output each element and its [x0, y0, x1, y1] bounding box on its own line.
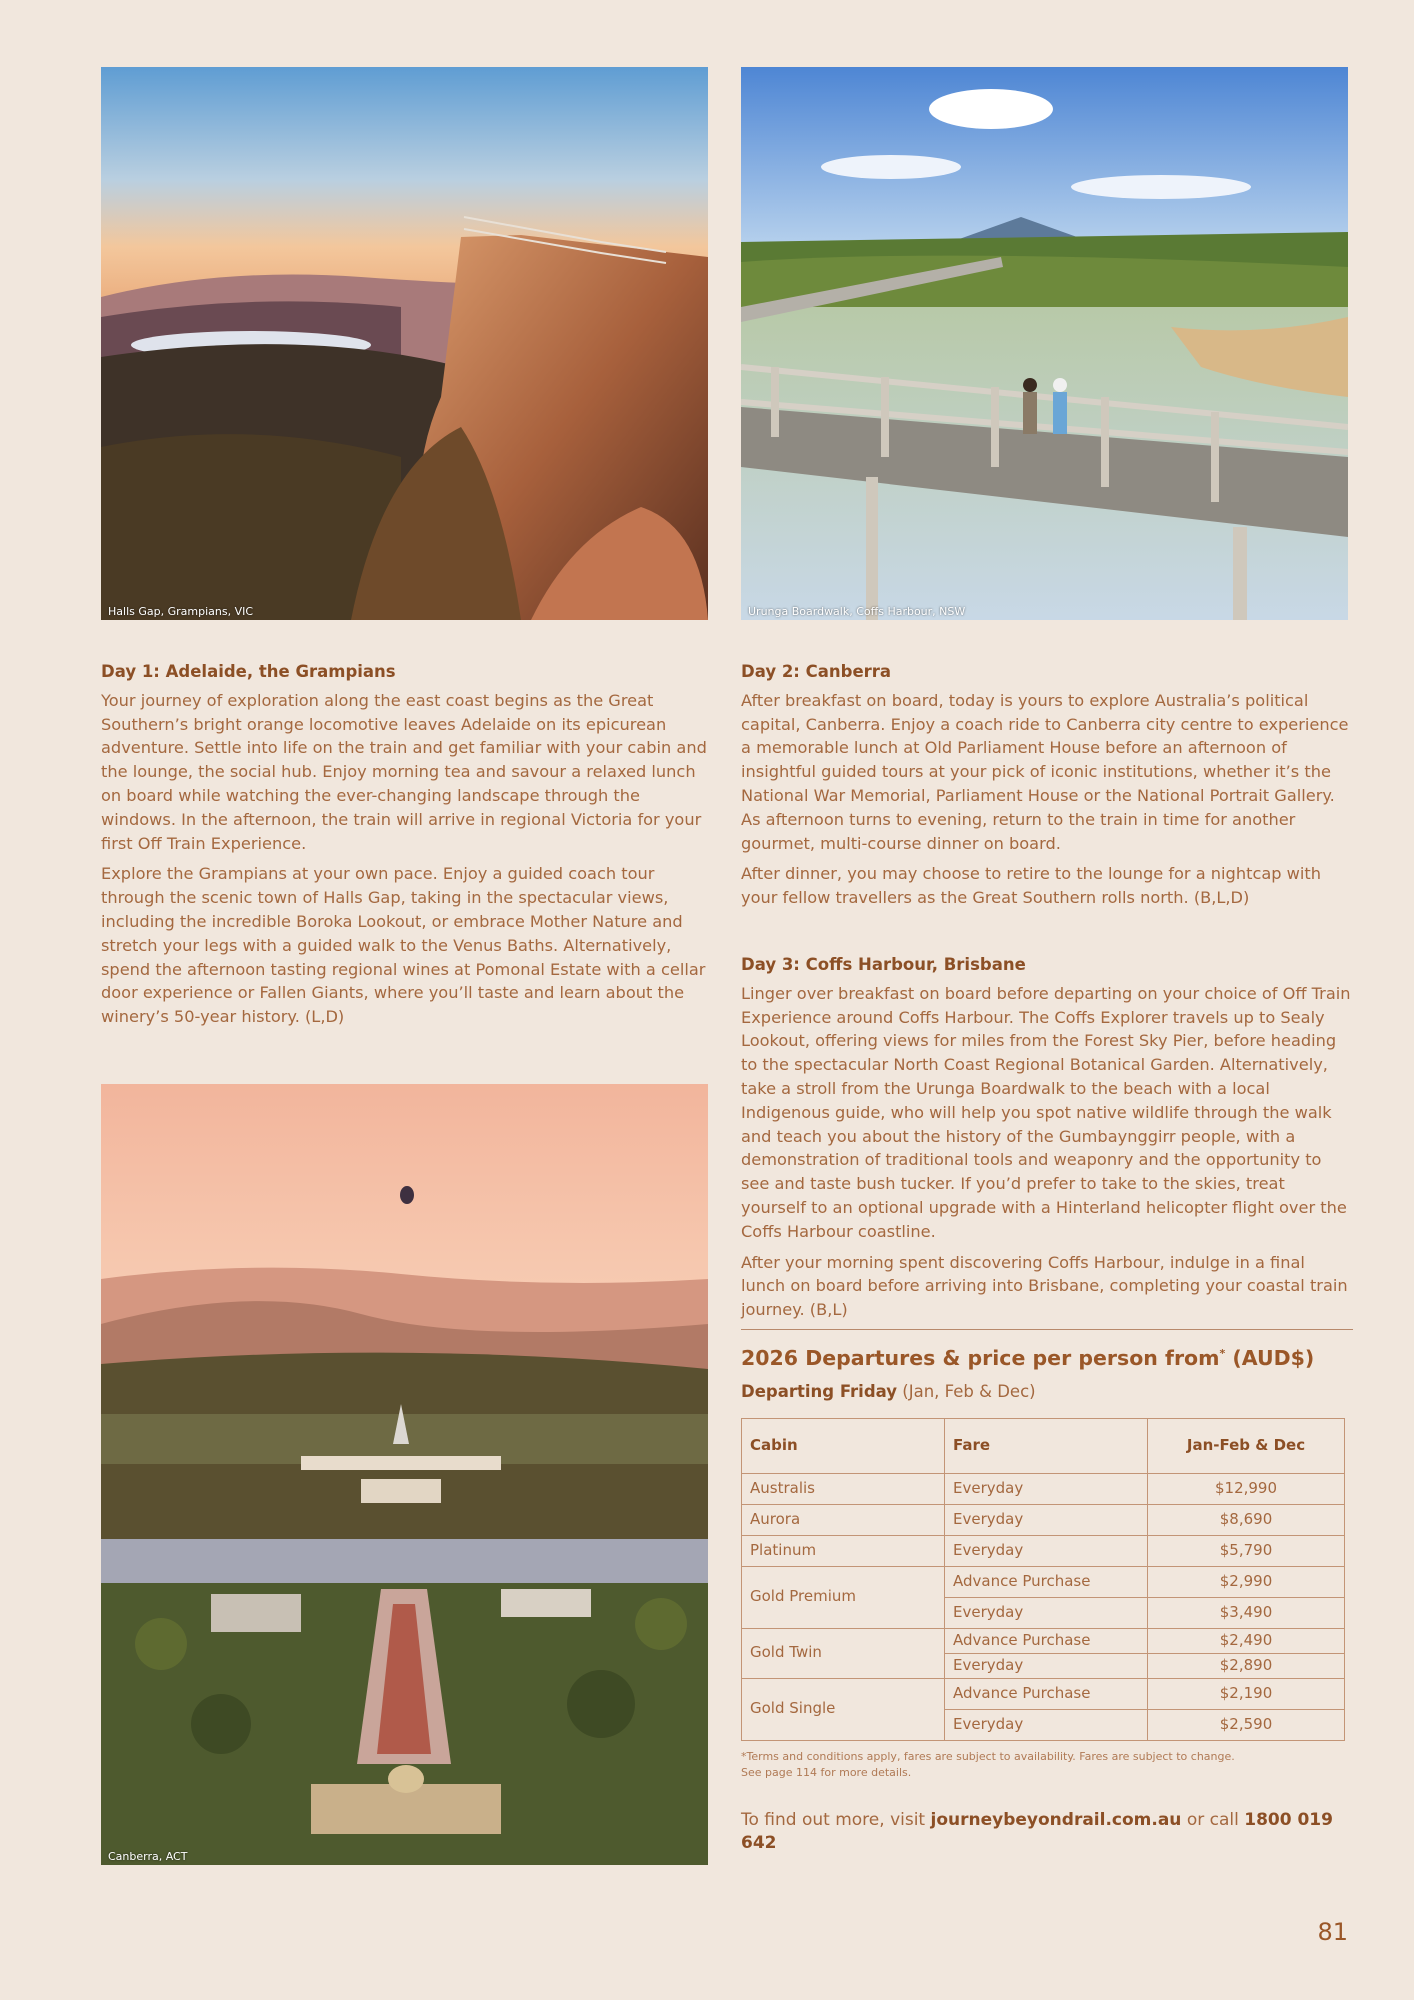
- header-price: Jan-Feb & Dec: [1148, 1418, 1345, 1473]
- cabin-cell: Platinum: [742, 1535, 945, 1566]
- table-row: [742, 1535, 1345, 1566]
- price-cell: $2,190: [1148, 1678, 1345, 1709]
- phone-number[interactable]: 1800 019 642: [741, 1809, 1333, 1854]
- price-cell: $2,490: [1148, 1628, 1345, 1653]
- table-row: [742, 1566, 1345, 1597]
- departing-label: Departing Friday: [741, 1381, 898, 1401]
- fare-cell: Everyday: [945, 1653, 1148, 1678]
- canberra-photo: [101, 1084, 708, 1865]
- right-column: [741, 660, 1353, 1856]
- price-cell: $2,590: [1148, 1709, 1345, 1740]
- cabin-cell: Gold Twin: [742, 1628, 945, 1678]
- cabin-cell: Gold Premium: [742, 1566, 945, 1628]
- day3-paragraph-1: Linger over breakfast on board before departing on your choice of Off Train Experience around Coffs Harbour. The Coffs Explorer travels up to Sealy Lookout, offering views for miles from the Forest Sky Pier, before heading to the spectacular North Coast Regional Botanical Garden. Alternatively, take a stroll from the Urunga Boardwalk to the beach with a local Indigenous guide, who will help you spot native wildlife through the walk and teach you about the history of the Gumbaynggirr people, with a demonstration of traditional tools and weaponry and the opportunity to see and taste bush tucker. If you’d prefer to take to the skies, treat yourself to an optional upgrade with a Hinterland helicopter flight over the Coffs Harbour coastline.: [741, 983, 1351, 1241]
- fare-cell: Everyday: [945, 1709, 1148, 1740]
- day2-heading: Day 2: Canberra: [741, 662, 892, 681]
- day1-section: [101, 660, 713, 1036]
- website-link[interactable]: journeybeyondrail.com.au: [930, 1809, 1182, 1830]
- fare-cell: Everyday: [945, 1535, 1148, 1566]
- fare-cell: Everyday: [945, 1504, 1148, 1535]
- price-cell: $2,990: [1148, 1566, 1345, 1597]
- fare-table: [741, 1418, 1345, 1741]
- fare-table-header: [742, 1418, 1345, 1473]
- day3-heading: Day 3: Coffs Harbour, Brisbane: [741, 954, 1026, 974]
- section-divider: [741, 1329, 1353, 1330]
- fare-cell: Advance Purchase: [945, 1628, 1148, 1653]
- grampians-caption: Halls Gap, Grampians, VIC: [108, 605, 254, 618]
- fare-cell: Everyday: [945, 1473, 1148, 1504]
- table-row: [742, 1504, 1345, 1535]
- fare-cell: Advance Purchase: [945, 1566, 1148, 1597]
- table-row: [742, 1473, 1345, 1504]
- price-cell: $12,990: [1148, 1473, 1345, 1504]
- cabin-cell: Gold Single: [742, 1678, 945, 1740]
- departing-info: [741, 1380, 1353, 1404]
- day2-paragraph-2: After dinner, you may choose to retire to the lounge for a nightcap with your fellow travellers as the Great Southern rolls north. (B,L,D): [741, 864, 1322, 908]
- grampians-photo: [101, 67, 708, 620]
- cabin-cell: Aurora: [742, 1504, 945, 1535]
- price-cell: $2,890: [1148, 1653, 1345, 1678]
- table-row: [742, 1628, 1345, 1653]
- page-number: 81: [1317, 1918, 1348, 1946]
- day1-paragraph-1: Your journey of exploration along the east coast begins as the Great Southern’s bright orange locomotive leaves Adelaide on its epicurean adventure. Settle into life on the train and get familiar with your cabin and the lounge, the social hub. Enjoy morning tea and savour a relaxed lunch on board while watching the ever-changing landscape through the windows. In the afternoon, the train will arrive in regional Victoria for your first Off Train Experience.: [101, 690, 707, 853]
- fare-cell: Advance Purchase: [945, 1678, 1148, 1709]
- day3-paragraph-2: After your morning spent discovering Coffs Harbour, indulge in a final lunch on board before arriving into Brisbane, completing your coastal train journey. (B,L): [741, 1252, 1348, 1320]
- pricing-title: 2026 Departures & price per person from* (AUD$): [741, 1345, 1315, 1370]
- header-cabin: Cabin: [742, 1418, 945, 1473]
- contact-line: To find out more, visit journeybeyondrail.com.au or call 1800 019 642: [741, 1809, 1333, 1854]
- terms-note: [741, 1749, 1353, 1781]
- fare-cell: Everyday: [945, 1597, 1148, 1628]
- terms-line-1: *Terms and conditions apply, fares are subject to availability. Fares are subject to change.: [741, 1749, 1235, 1763]
- terms-line-2: See page 114 for more details.: [741, 1765, 912, 1779]
- departing-months: (Jan, Feb & Dec): [897, 1381, 1036, 1401]
- urunga-photo: [741, 67, 1348, 620]
- header-fare: Fare: [945, 1418, 1148, 1473]
- day1-heading: Day 1: Adelaide, the Grampians: [101, 662, 396, 681]
- urunga-caption: Urunga Boardwalk, Coffs Harbour, NSW: [748, 605, 966, 618]
- day1-paragraph-2: Explore the Grampians at your own pace. Enjoy a guided coach tour through the scenic town of Halls Gap, taking in the spectacular views, including the incredible Boroka Lookout, or embrace Mother Nature and stretch your legs with a guided walk to the Venus Baths. Alternatively, spend the afternoon tasting regional wines at Pomonal Estate with a cellar door experience or Fallen Giants, where you’ll taste and learn about the winery’s 50-year history. (L,D): [101, 864, 706, 1027]
- price-cell: $3,490: [1148, 1597, 1345, 1628]
- canberra-caption: Canberra, ACT: [108, 1850, 188, 1863]
- table-row: [742, 1678, 1345, 1709]
- cabin-cell: Australis: [742, 1473, 945, 1504]
- price-cell: $5,790: [1148, 1535, 1345, 1566]
- price-cell: $8,690: [1148, 1504, 1345, 1535]
- day2-paragraph-1: After breakfast on board, today is yours to explore Australia’s political capital, Canberra. Enjoy a coach ride to Canberra city centre to experience a memorable lunch at Old Parliament House before an afternoon of insightful guided tours at your pick of iconic institutions, whether it’s the National War Memorial, Parliament House or the National Portrait Gallery. As afternoon turns to evening, return to the train in time for another gourmet, multi-course dinner on board.: [741, 690, 1349, 853]
